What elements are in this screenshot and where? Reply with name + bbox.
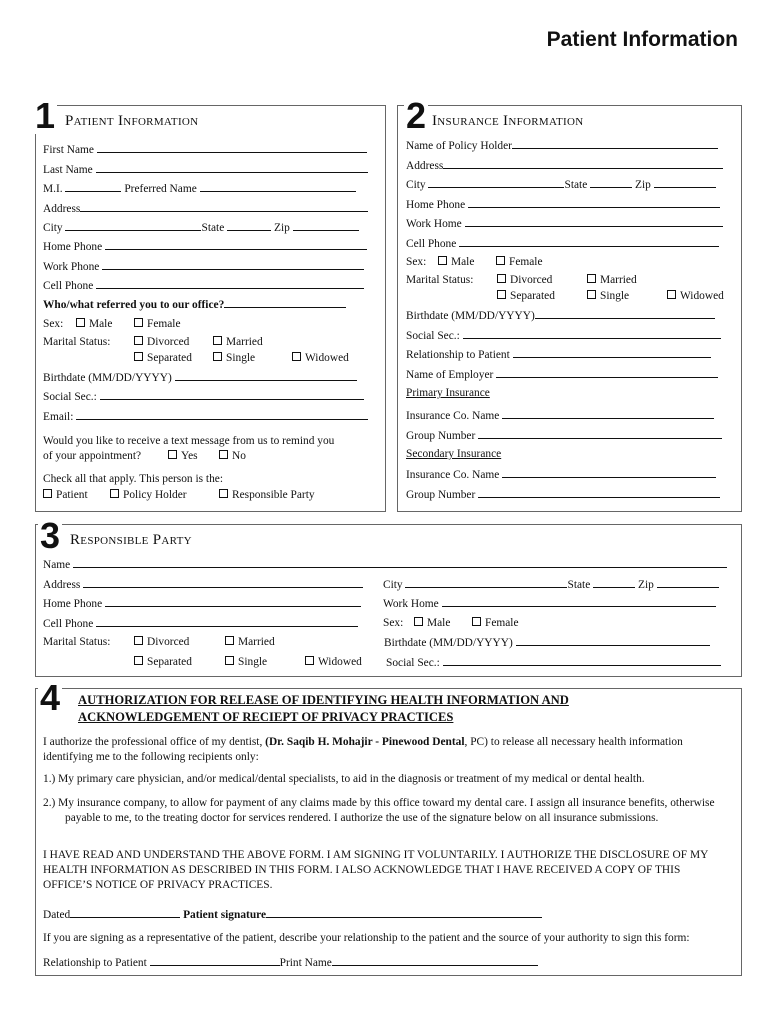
acknowledgement-text: I HAVE READ AND UNDERSTAND THE ABOVE FORM. I AM SIGNING IT VOLUNTARILY. I AUTHORIZE THE DISCLOSURE OF MY HEALTH INFORMATION AS DESCRIBED IN THIS FORM. I ALSO ACKNOWLEDGE THAT I HAVE RECEIVED A COPY OF THIS OFFICE’S NOTICE OF PRIVACY PRACTICES.: [43, 849, 708, 891]
rp-work-home-field[interactable]: [442, 597, 716, 607]
rp-male-checkbox[interactable]: [414, 617, 423, 626]
rp-address-label: Address: [43, 579, 81, 591]
rp-address-field[interactable]: [83, 578, 363, 588]
rp-social-label: Social Sec.:: [386, 657, 440, 669]
rp-cell-phone-label: Cell Phone: [43, 618, 94, 630]
rp-name-field[interactable]: [73, 558, 727, 568]
auth-dentist-name: (Dr. Saqib H. Mohajir - Pinewood Dental: [265, 736, 465, 748]
group-number2-field[interactable]: [478, 488, 720, 498]
print-name-label: Print Name: [279, 957, 332, 969]
representative-text: If you are signing as a representative of the patient, describe your relationship to the patient and the source of your authority to sign this form:: [43, 932, 690, 944]
mi-field[interactable]: [65, 182, 121, 192]
ins-co-label: Insurance Co. Name: [406, 410, 500, 422]
rp-divorced-checkbox[interactable]: [134, 636, 143, 645]
social-sec-field[interactable]: [100, 390, 364, 400]
rp-work-home-label: Work Home: [383, 598, 439, 610]
text-yes-label: Yes: [181, 450, 198, 462]
text-yes-checkbox[interactable]: [168, 450, 177, 459]
state-label: State: [201, 222, 225, 234]
first-name-label: First Name: [43, 144, 94, 156]
rp-zip-label: Zip: [637, 579, 654, 591]
rp-separated-label: Separated: [147, 656, 192, 668]
ins-married-checkbox[interactable]: [587, 274, 596, 283]
text-question-line2: of your appointment?: [43, 450, 142, 462]
ins-birthdate-label: Birthdate (MM/DD/YYYY): [406, 310, 535, 322]
auth-item-2: 2.) My insurance company, to allow for payment of any claims made by this office toward my dental care. I assign all insurance benefits, otherwise payable to me, to the treating doctor for services rendered. I authorize the use of the signature below on all insurance submissions.: [43, 797, 715, 824]
ins-cell-phone-label: Cell Phone: [406, 238, 457, 250]
ins-married-label: Married: [600, 274, 637, 286]
rp-single-checkbox[interactable]: [225, 656, 234, 665]
cell-phone-label: Cell Phone: [43, 280, 94, 292]
role-patient-label: Patient: [56, 489, 88, 501]
rp-single-label: Single: [238, 656, 268, 668]
patient-signature-label: Patient signature: [183, 909, 267, 921]
ins-work-home-field[interactable]: [465, 217, 723, 227]
rp-city-label: City: [383, 579, 403, 591]
work-phone-label: Work Phone: [43, 261, 100, 273]
referred-label: Who/what referred you to our office?: [43, 299, 225, 311]
ins-work-home-label: Work Home: [406, 218, 462, 230]
address-label: Address: [43, 203, 81, 215]
relationship-label: Relationship to Patient: [406, 349, 510, 361]
print-name-field[interactable]: [332, 956, 538, 966]
email-label: Email:: [43, 411, 74, 423]
married-checkbox[interactable]: [213, 336, 222, 345]
relationship-field[interactable]: [513, 348, 711, 358]
rep-relationship-label: Relationship to Patient: [43, 957, 147, 969]
ins-zip-label: Zip: [634, 179, 651, 191]
preferred-name-label: Preferred Name: [124, 183, 197, 195]
ins-home-phone-label: Home Phone: [406, 199, 466, 211]
role-patient-checkbox[interactable]: [43, 489, 52, 498]
ins-female-checkbox[interactable]: [496, 256, 505, 265]
married-label: Married: [226, 336, 263, 348]
policy-holder-label: Name of Policy Holder: [406, 140, 512, 152]
group-number-label: Group Number: [406, 430, 476, 442]
work-phone-field[interactable]: [102, 260, 364, 270]
divorced-checkbox[interactable]: [134, 336, 143, 345]
rp-married-checkbox[interactable]: [225, 636, 234, 645]
rp-married-label: Married: [238, 636, 275, 648]
last-name-label: Last Name: [43, 164, 93, 176]
sex-label: Sex:: [43, 318, 64, 330]
home-phone-label: Home Phone: [43, 241, 103, 253]
referred-field[interactable]: [224, 298, 346, 308]
ins-co2-field[interactable]: [502, 468, 716, 478]
auth-text-c: , PC): [464, 736, 488, 748]
section-number-2: 2: [406, 95, 427, 136]
ins-city-field[interactable]: [428, 178, 564, 188]
zip-label: Zip: [273, 222, 290, 234]
ins-address-label: Address: [406, 160, 444, 172]
rp-state-field[interactable]: [593, 578, 635, 588]
female-checkbox[interactable]: [134, 318, 143, 327]
ins-co2-label: Insurance Co. Name: [406, 469, 500, 481]
section-number-1: 1: [35, 95, 56, 136]
ins-male-label: Male: [451, 256, 475, 268]
cell-phone-field[interactable]: [96, 279, 364, 289]
mi-label: M.I.: [43, 183, 63, 195]
separated-checkbox[interactable]: [134, 352, 143, 361]
ins-cell-phone-field[interactable]: [459, 237, 719, 247]
group-number2-label: Group Number: [406, 489, 476, 501]
rp-zip-field[interactable]: [657, 578, 719, 588]
rp-separated-checkbox[interactable]: [134, 656, 143, 665]
rp-state-label: State: [567, 579, 591, 591]
auth-heading-line2: ACKNOWLEDGEMENT OF RECIEPT OF PRIVACY PRACTICES: [78, 710, 454, 724]
rp-divorced-label: Divorced: [147, 636, 190, 648]
ins-female-label: Female: [509, 256, 543, 268]
section-number-4: 4: [40, 677, 61, 718]
section-title-insurance: Insurance Information: [432, 113, 584, 129]
ins-divorced-label: Divorced: [510, 274, 553, 286]
ins-zip-field[interactable]: [654, 178, 716, 188]
ins-co-field[interactable]: [502, 409, 714, 419]
text-no-label: No: [232, 450, 246, 462]
ins-separated-checkbox[interactable]: [497, 290, 506, 299]
employer-field[interactable]: [496, 368, 718, 378]
rp-female-checkbox[interactable]: [472, 617, 481, 626]
rp-widowed-checkbox[interactable]: [305, 656, 314, 665]
auth-text-d: to release all necessary health information identifying me to the following recipients only:: [43, 736, 683, 763]
policy-holder-field[interactable]: [512, 139, 718, 149]
page-title: Patient Information: [546, 28, 738, 51]
dated-label: Dated: [43, 909, 71, 921]
text-no-checkbox[interactable]: [219, 450, 228, 459]
auth-item-1: 1.) My primary care physician, and/or medical/dental specialists, to aid in the diagnosis or treatment of my medical or dental health.: [43, 773, 645, 785]
ins-sex-label: Sex:: [406, 256, 427, 268]
ins-city-label: City: [406, 179, 426, 191]
city-field[interactable]: [65, 221, 201, 231]
role-responsible-checkbox[interactable]: [219, 489, 228, 498]
ins-separated-label: Separated: [510, 290, 555, 302]
ins-single-checkbox[interactable]: [587, 290, 596, 299]
rp-cell-phone-field[interactable]: [96, 617, 358, 627]
ins-state-field[interactable]: [590, 178, 632, 188]
single-label: Single: [226, 352, 256, 364]
female-label: Female: [147, 318, 181, 330]
auth-heading-line1: AUTHORIZATION FOR RELEASE OF IDENTIFYING HEALTH INFORMATION AND: [78, 693, 569, 707]
widowed-checkbox[interactable]: [292, 352, 301, 361]
secondary-insurance-heading: Secondary Insurance: [406, 448, 502, 460]
rep-relationship-field[interactable]: [150, 956, 280, 966]
rp-birthdate-field[interactable]: [516, 636, 710, 646]
first-name-field[interactable]: [97, 143, 367, 153]
ins-address-field[interactable]: [443, 159, 723, 169]
text-question-line1: Would you like to receive a text message from us to remind you: [43, 435, 335, 447]
divorced-label: Divorced: [147, 336, 190, 348]
ins-birthdate-field[interactable]: [535, 309, 715, 319]
ins-state-label: State: [564, 179, 588, 191]
rp-city-field[interactable]: [405, 578, 567, 588]
separated-label: Separated: [147, 352, 192, 364]
ins-social-field[interactable]: [463, 329, 721, 339]
ins-social-label: Social Sec.:: [406, 330, 460, 342]
ins-widowed-checkbox[interactable]: [667, 290, 676, 299]
zip-field[interactable]: [293, 221, 359, 231]
city-label: City: [43, 222, 63, 234]
section-title-patient: Patient Information: [65, 113, 199, 129]
birthdate-label: Birthdate (MM/DD/YYYY): [43, 372, 172, 384]
address-field[interactable]: [80, 202, 368, 212]
rp-home-phone-field[interactable]: [105, 597, 361, 607]
employer-label: Name of Employer: [406, 369, 494, 381]
email-field[interactable]: [76, 410, 368, 420]
ins-marital-label: Marital Status:: [406, 274, 474, 286]
ins-single-label: Single: [600, 290, 630, 302]
rp-sex-label: Sex:: [383, 617, 404, 629]
dated-field[interactable]: [70, 908, 180, 918]
ins-home-phone-field[interactable]: [468, 198, 720, 208]
group-number-field[interactable]: [478, 429, 722, 439]
single-checkbox[interactable]: [213, 352, 222, 361]
check-all-label: Check all that apply. This person is the:: [43, 473, 224, 485]
section-title-responsible: Responsible Party: [70, 532, 192, 548]
preferred-name-field[interactable]: [200, 182, 356, 192]
rp-birthdate-label: Birthdate (MM/DD/YYYY): [384, 637, 513, 649]
rp-marital-label: Marital Status:: [43, 636, 111, 648]
marital-status-label: Marital Status:: [43, 336, 111, 348]
rp-male-label: Male: [427, 617, 451, 629]
primary-insurance-heading: Primary Insurance: [406, 387, 490, 399]
rp-social-field[interactable]: [443, 656, 721, 666]
role-policy-holder-checkbox[interactable]: [110, 489, 119, 498]
male-checkbox[interactable]: [76, 318, 85, 327]
role-policy-holder-label: Policy Holder: [123, 489, 187, 501]
state-field[interactable]: [227, 221, 271, 231]
auth-text-a: I authorize the professional office of my dentist,: [43, 736, 266, 748]
ins-divorced-checkbox[interactable]: [497, 274, 506, 283]
widowed-label: Widowed: [305, 352, 349, 364]
rp-name-label: Name: [43, 559, 71, 571]
last-name-field[interactable]: [96, 163, 368, 173]
male-label: Male: [89, 318, 113, 330]
rp-female-label: Female: [485, 617, 519, 629]
ins-widowed-label: Widowed: [680, 290, 724, 302]
rp-widowed-label: Widowed: [318, 656, 362, 668]
home-phone-field[interactable]: [105, 240, 367, 250]
role-responsible-label: Responsible Party: [232, 489, 315, 501]
birthdate-field[interactable]: [175, 371, 357, 381]
auth-paragraph: [43, 735, 703, 765]
ins-male-checkbox[interactable]: [438, 256, 447, 265]
social-sec-label: Social Sec.:: [43, 391, 97, 403]
section-number-3: 3: [40, 515, 61, 556]
rp-home-phone-label: Home Phone: [43, 598, 103, 610]
patient-signature-field[interactable]: [266, 908, 542, 918]
